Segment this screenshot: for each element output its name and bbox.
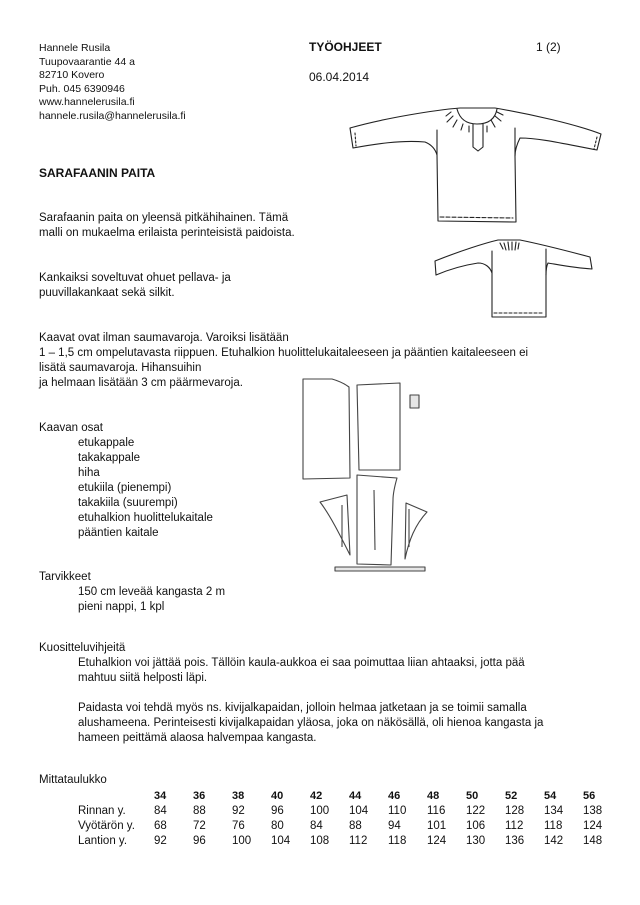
size-header-cell: 52 [505, 790, 518, 802]
tip-paragraph [39, 701, 543, 746]
contact-name: Hannele Rusila [39, 42, 111, 54]
measurement-value: 124 [427, 835, 447, 847]
measurement-value: 122 [466, 805, 486, 817]
size-header-row [78, 789, 622, 804]
pattern-parts-heading: Kaavan osat [39, 422, 103, 434]
measurement-label: Lantion y. [78, 835, 128, 847]
size-header-cell: 38 [232, 790, 245, 802]
supply-item: 150 cm leveää kangasta 2 m [78, 586, 226, 598]
pattern-part-item: etuhalkion huolittelukaitale [78, 512, 213, 524]
tip-paragraph [39, 656, 543, 686]
pattern-part-item: etukappale [78, 437, 135, 449]
measurement-value: 100 [310, 805, 330, 817]
size-header-cell: 48 [427, 790, 440, 802]
measurement-value: 100 [232, 835, 252, 847]
measurement-value: 104 [271, 835, 291, 847]
supplies-heading: Tarvikkeet [39, 571, 91, 583]
document-type: TYÖOHJEET [309, 40, 382, 54]
size-header-cell: 46 [388, 790, 401, 802]
measurement-value: 124 [583, 820, 603, 832]
intro-line: malli on mukaelma erilaista perinteisistä paidoista. [39, 227, 295, 239]
measurement-value: 116 [427, 805, 446, 817]
pattern-part-item: hiha [78, 467, 100, 479]
shirt-front-illustration [345, 100, 615, 230]
measurement-value: 88 [349, 820, 362, 832]
size-header-cell: 50 [466, 790, 479, 802]
styling-tips-section [39, 641, 543, 746]
tip-line: mahtuu siitä helposti läpi. [78, 672, 208, 684]
measurement-value: 106 [466, 820, 486, 832]
measurement-value: 80 [271, 820, 284, 832]
tip-line: hameen peittämä alaosa halvempaa kangasta. [78, 732, 317, 744]
contact-phone: Puh. 045 6390946 [39, 82, 125, 95]
size-table-row [78, 819, 622, 834]
front-piece [303, 379, 350, 479]
seam-line: ja helmaan lisätään 3 cm päärmevaroja. [39, 377, 243, 389]
pattern-pieces-diagram [295, 375, 455, 575]
size-table-heading: Mittataulukko [39, 774, 107, 786]
placket-binding-piece [335, 567, 425, 571]
tip-line: Etuhalkion voi jättää pois. Tällöin kaula-aukkoa ei saa poimuttaa liian ahtaaksi, jotta pää [78, 657, 525, 669]
measurement-label: Vyötärön y. [78, 820, 135, 832]
measurement-value: 136 [505, 835, 525, 847]
size-table-row [78, 834, 622, 849]
back-piece [357, 383, 400, 470]
measurement-value: 92 [232, 805, 245, 817]
size-header-cell: 54 [544, 790, 557, 802]
fabric-paragraph [39, 271, 231, 301]
contact-website[interactable]: www.hannelerusila.fi [39, 96, 135, 109]
measurement-value: 101 [427, 820, 447, 832]
tip-line: alushameena. Perinteisesti kivijalkapaidan yläosa, joka on näkösällä, oli hienoa kangasta ja [78, 717, 544, 729]
pattern-part-item: takakappale [78, 452, 141, 464]
front-gusset-piece [320, 495, 350, 555]
neck-binding-piece [410, 395, 419, 408]
contact-postal: 82710 Kovero [39, 69, 105, 82]
size-header-cell: 40 [271, 790, 284, 802]
supplies-section [39, 570, 225, 615]
measurement-value: 96 [193, 835, 206, 847]
measurement-value: 148 [583, 835, 603, 847]
measurement-value: 104 [349, 805, 369, 817]
pattern-part-item: pääntien kaitale [78, 527, 159, 539]
size-header-cell: 56 [583, 790, 596, 802]
measurement-value: 112 [349, 835, 368, 847]
measurement-value: 110 [388, 805, 407, 817]
size-table-row [78, 804, 622, 819]
measurement-value: 134 [544, 805, 564, 817]
pattern-part-item: takakiila (suurempi) [78, 497, 178, 509]
seam-line: lisätä saumavaroja. Hihansuihin [39, 362, 202, 374]
intro-paragraph [39, 211, 295, 241]
measurement-value: 72 [193, 820, 206, 832]
measurement-value: 118 [544, 820, 563, 832]
supply-item: pieni nappi, 1 kpl [78, 601, 165, 613]
size-header-cell: 36 [193, 790, 206, 802]
size-header-cell: 42 [310, 790, 323, 802]
contact-email[interactable]: hannele.rusila@hannelerusila.fi [39, 109, 186, 122]
seam-line: 1 – 1,5 cm ompelutavasta riippuen. Etuhalkion huolittelukaitaleeseen ja pääntien kaitaleeseen ei [39, 347, 529, 359]
size-table [78, 789, 622, 849]
sleeve-piece [357, 475, 397, 565]
fabric-line: Kankaiksi soveltuvat ohuet pellava- ja [39, 272, 231, 284]
measurement-value: 112 [505, 820, 524, 832]
measurement-value: 108 [310, 835, 330, 847]
contact-block [39, 42, 186, 124]
size-header-cell: 34 [154, 790, 167, 802]
page-number: 1 (2) [536, 40, 561, 54]
size-header-cell: 44 [349, 790, 362, 802]
measurement-value: 84 [154, 805, 167, 817]
tip-line: Paidasta voi tehdä myös ns. kivijalkapaidan, jolloin helmaa jatketaan ja se toimii samalla [78, 702, 527, 714]
size-header-empty [78, 789, 154, 804]
pattern-part-item: etukiila (pienempi) [78, 482, 172, 494]
measurement-label: Rinnan y. [78, 805, 126, 817]
pattern-parts-section [39, 421, 213, 541]
measurement-value: 94 [388, 820, 401, 832]
measurement-value: 76 [232, 820, 245, 832]
measurement-value: 88 [193, 805, 206, 817]
measurement-value: 130 [466, 835, 486, 847]
measurement-value: 68 [154, 820, 167, 832]
measurement-value: 138 [583, 805, 603, 817]
measurement-value: 142 [544, 835, 564, 847]
contact-street: Tuupovaarantie 44 a [39, 55, 135, 68]
sleeve-grain-line [374, 490, 375, 550]
measurement-value: 118 [388, 835, 407, 847]
back-gusset-piece [405, 503, 427, 559]
measurement-value: 84 [310, 820, 323, 832]
page-title: SARAFAANIN PAITA [39, 166, 156, 180]
shirt-back-illustration [430, 235, 620, 320]
measurement-value: 96 [271, 805, 284, 817]
measurement-value: 92 [154, 835, 167, 847]
intro-line: Sarafaanin paita on yleensä pitkähihainen. Tämä [39, 212, 289, 224]
document-date: 06.04.2014 [309, 70, 370, 84]
measurement-value: 128 [505, 805, 525, 817]
seam-line: Kaavat ovat ilman saumavaroja. Varoiksi lisätään [39, 332, 289, 344]
tips-heading: Kuositteluvihjeitä [39, 642, 126, 654]
fabric-line: puuvillakankaat sekä silkit. [39, 287, 175, 299]
